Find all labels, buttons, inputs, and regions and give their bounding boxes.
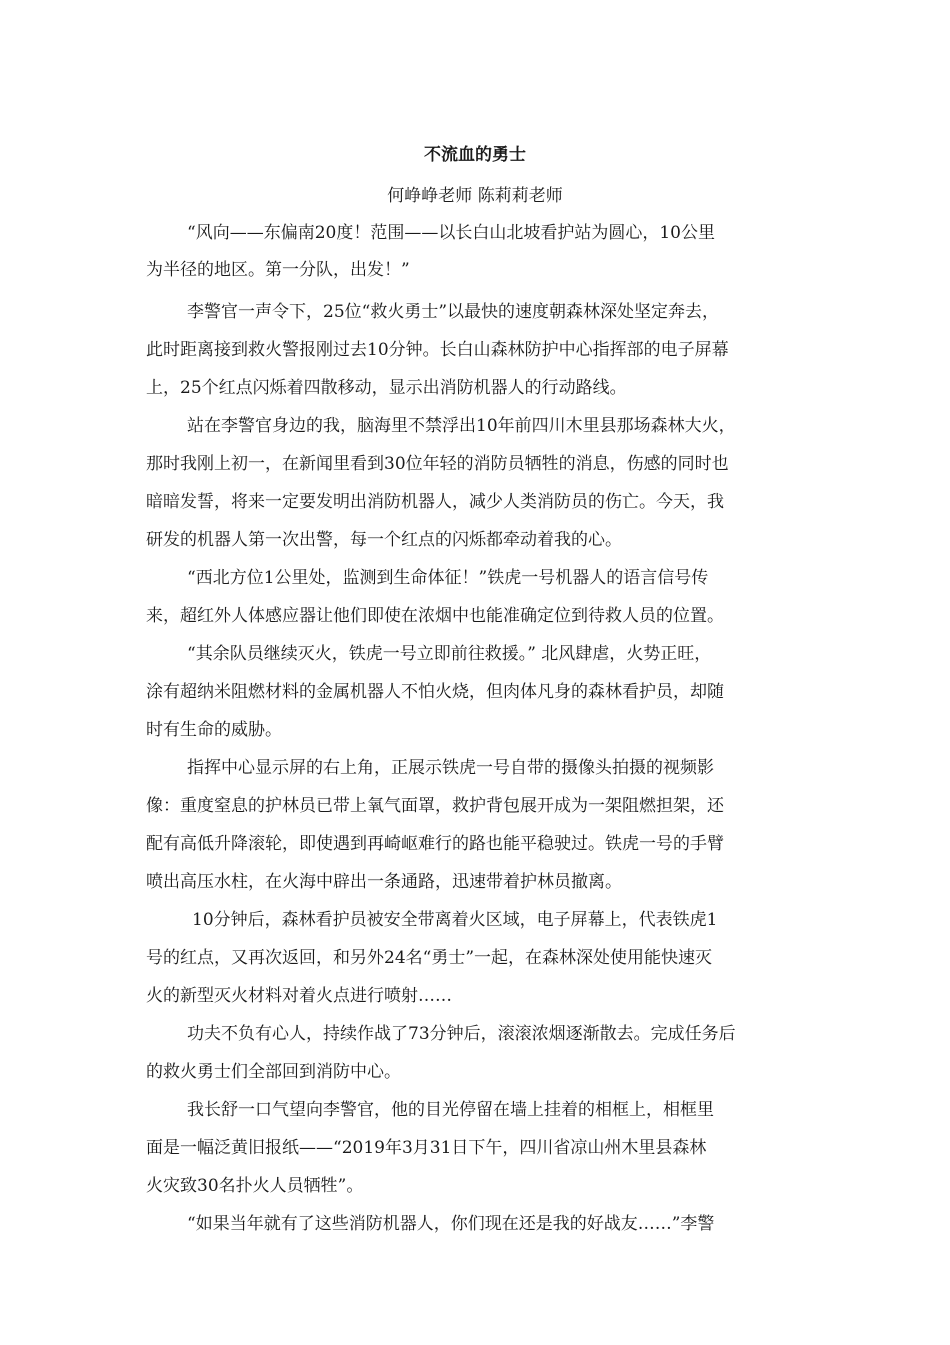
text-line: 为半径的地区。第一分队，出发！”: [146, 260, 410, 280]
text-line: “西北方位1公里处，监测到生命体征！”铁虎一号机器人的语言信号传: [187, 568, 709, 588]
document-authors: 何峥峥老师 陈莉莉老师: [387, 186, 563, 206]
text-line: “风向——东偏南20度！范围——以长白山北坡看护站为圆心，10公里: [187, 223, 715, 243]
text-line: 上，25个红点闪烁着四散移动，显示出消防机器人的行动路线。: [146, 378, 627, 398]
text-line: 此时距离接到救火警报刚过去10分钟。长白山森林防护中心指挥部的电子屏幕: [146, 340, 729, 360]
text-line: 配有高低升降滚轮，即使遇到再崎岖难行的路也能平稳驶过。铁虎一号的手臂: [146, 834, 724, 854]
text-line: 站在李警官身边的我，脑海里不禁浮出10年前四川木里县那场森林大火，: [187, 416, 736, 436]
text-line: 暗暗发誓，将来一定要发明出消防机器人，减少人类消防员的伤亡。今天，我: [146, 492, 724, 512]
text-line: 的救火勇士们全部回到消防中心。: [146, 1062, 401, 1082]
text-line: 号的红点，又再次返回，和另外24名“勇士”一起，在森林深处使用能快速灭: [146, 948, 713, 968]
text-line: 那时我刚上初一，在新闻里看到30位年轻的消防员牺牲的消息，伤感的同时也: [146, 454, 729, 474]
text-line: 火的新型灭火材料对着火点进行喷射……: [146, 986, 452, 1006]
text-line: 喷出高压水柱，在火海中辟出一条通路，迅速带着护林员撤离。: [146, 872, 622, 892]
text-line: 涂有超纳米阻燃材料的金属机器人不怕火烧，但肉体凡身的森林看护员，却随: [146, 682, 724, 702]
text-line: 功夫不负有心人，持续作战了73分钟后，滚滚浓烟逐渐散去。完成任务后: [187, 1024, 736, 1044]
text-line: 时有生命的威胁。: [146, 720, 282, 740]
text-line: 李警官一声令下，25位“救火勇士”以最快的速度朝森林深处坚定奔去，: [187, 302, 720, 322]
text-line: “如果当年就有了这些消防机器人，你们现在还是我的好战友……”李警: [187, 1214, 715, 1234]
text-line: 面是一幅泛黄旧报纸——“2019年3月31日下午，四川省凉山州木里县森林: [146, 1138, 707, 1158]
text-line: 指挥中心显示屏的右上角，正展示铁虎一号自带的摄像头拍摄的视频影: [187, 758, 714, 778]
document-title: 不流血的勇士: [424, 145, 526, 165]
text-line: 火灾致30名扑火人员牺牲”。: [146, 1176, 364, 1196]
text-line: 研发的机器人第一次出警，每一个红点的闪烁都牵动着我的心。: [146, 530, 622, 550]
text-line: “其余队员继续灭火，铁虎一号立即前往救援。” 北风肆虐，火势正旺，: [187, 644, 712, 664]
text-line: 10分钟后，森林看护员被安全带离着火区域，电子屏幕上，代表铁虎1: [192, 910, 718, 930]
text-line: 我长舒一口气望向李警官，他的目光停留在墙上挂着的相框上，相框里: [187, 1100, 714, 1120]
text-line: 来，超红外人体感应器让他们即使在浓烟中也能准确定位到待救人员的位置。: [146, 606, 724, 626]
text-line: 像：重度窒息的护林员已带上氧气面罩，救护背包展开成为一架阻燃担架，还: [146, 796, 724, 816]
